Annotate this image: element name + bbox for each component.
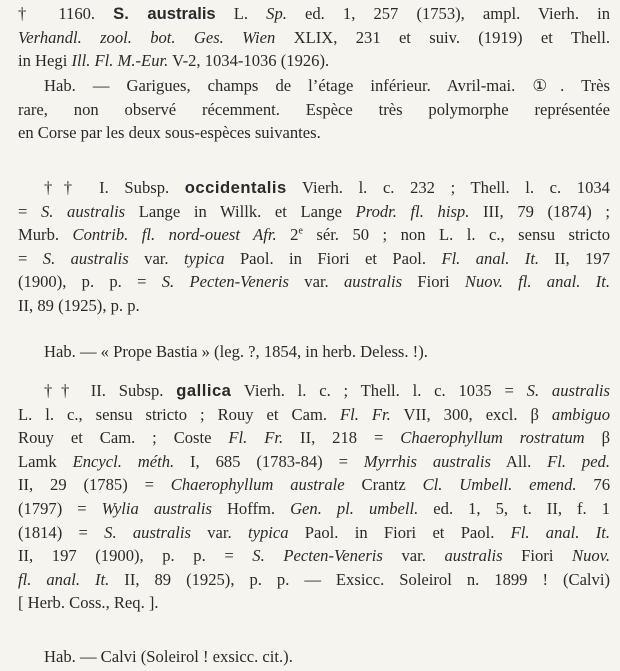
italic-text: Sp.	[266, 4, 287, 23]
text-segment: †† I. Subsp.	[44, 178, 185, 197]
italic-text: S. Pecten-Veneris	[161, 272, 289, 292]
text-segment: L.	[215, 4, 267, 23]
text-segment: VII, 300, excl. β	[390, 404, 552, 424]
text-segment: sér. 50 ; non L. l. c., sensu stricto	[302, 225, 611, 245]
italic-text: Contrib. fl. nord-ouest Afr.	[72, 225, 277, 245]
text-line	[18, 121, 610, 145]
text-line	[18, 473, 610, 497]
italic-text: Ill. Fl. M.-Eur.	[71, 51, 169, 71]
text-segment: var.	[382, 546, 445, 566]
italic-text: Cl. Umbell. emend.	[422, 475, 577, 495]
text-line	[18, 98, 610, 122]
text-segment: var.	[289, 272, 344, 292]
text-line	[18, 568, 610, 592]
italic-text: Fl. Fr.	[340, 404, 391, 424]
italic-text: Fl. Fr.	[228, 428, 284, 448]
bold-text: S. australis	[113, 4, 216, 23]
text-segment: rare, non observé récemment. Espèce très polymorphe représentée	[18, 99, 610, 119]
text-line	[18, 2, 610, 26]
text-line	[18, 176, 610, 200]
text-segment: II, 197 (1900), p. p. =	[18, 546, 253, 566]
text-segment: var.	[128, 248, 184, 268]
text-line	[18, 379, 610, 403]
text-segment: V-2, 1034-1036 (1926).	[168, 51, 330, 71]
text-segment: =	[18, 201, 41, 221]
text-segment: e	[298, 225, 303, 237]
text-segment: III, 79 (1874) ;	[469, 201, 610, 221]
text-segment: II, 89 (1925), p. p.	[18, 295, 140, 315]
text-segment: Crantz	[344, 475, 423, 495]
text-segment: Fiori	[502, 546, 573, 566]
text-segment: II, 89 (1925), p. p. — Exsicc. Soleirol n. 1899 ! (Calvi)	[109, 569, 610, 589]
bold-text: occidentalis	[184, 178, 287, 197]
italic-text: Nuov.	[572, 546, 610, 566]
text-line	[18, 294, 610, 318]
text-line	[18, 450, 610, 474]
subsp-occidentalis-habitat	[18, 340, 610, 364]
text-segment: Murb.	[18, 225, 73, 245]
bold-text: gallica	[176, 381, 232, 400]
text-segment: Hoffm.	[211, 498, 291, 518]
text-line	[18, 223, 610, 247]
text-segment: Fiori	[402, 272, 465, 292]
text-line	[18, 591, 610, 615]
italic-text: australis	[444, 546, 503, 566]
italic-text: S. australis	[104, 522, 191, 542]
text-line	[18, 340, 610, 364]
text-line	[18, 26, 610, 50]
italic-text: S. australis	[526, 381, 610, 400]
text-segment: Lamk	[18, 451, 73, 471]
text-line	[18, 247, 610, 271]
italic-text: S. australis	[40, 201, 126, 221]
text-segment: Rouy et Cam. ; Coste	[18, 428, 229, 448]
text-line	[18, 497, 610, 521]
text-segment: 76	[576, 475, 611, 495]
text-segment: =	[18, 248, 43, 268]
italic-text: typica	[247, 522, 289, 542]
italic-text: Prodr. fl. hisp.	[355, 201, 470, 221]
italic-text: Fl. anal. It.	[441, 248, 540, 268]
text-segment: ed. 1, 5, t. II, f. 1	[418, 498, 610, 518]
italic-text: Nuov. fl. anal. It.	[464, 272, 610, 292]
text-segment: I, 685 (1783-84) =	[174, 451, 364, 471]
italic-text: S. Pecten-Veneris	[252, 546, 383, 566]
text-segment: Vierh. l. c. ; Thell. l. c. 1035 =	[231, 381, 527, 400]
italic-text: australis	[343, 272, 403, 292]
italic-text: typica	[183, 248, 225, 268]
subsp-gallica-habitat	[18, 645, 610, 669]
text-line	[18, 49, 610, 73]
entry-1160-citation	[18, 2, 610, 73]
text-segment: II, 218 =	[283, 428, 401, 448]
text-segment: ed. 1, 257 (1753), ampl. Vierh. in	[286, 4, 610, 23]
text-segment: II, 197	[539, 248, 611, 268]
italic-text: Gen. pl. umbell.	[290, 498, 419, 518]
italic-text: Fl. ped.	[547, 451, 610, 471]
text-line	[18, 200, 610, 224]
italic-text: Chaerophyllum rostratum	[400, 428, 585, 448]
text-segment: β	[584, 428, 611, 448]
text-segment: II, 29 (1785) =	[18, 475, 171, 495]
italic-text: Verhandl. zool. bot. Ges. Wien	[18, 27, 276, 47]
text-segment: Lange in Willk. et Lange	[125, 201, 356, 221]
text-segment: L. l. c., sensu stricto ; Rouy et Cam.	[18, 404, 340, 424]
text-segment: Paol. in Fiori et Paol.	[224, 248, 442, 268]
text-segment: All.	[490, 451, 548, 471]
italic-text: Fl. anal. It.	[510, 522, 611, 542]
italic-text: Chaerophyllum australe	[170, 475, 345, 495]
italic-text: Wylia australis	[101, 498, 212, 518]
text-line	[18, 270, 610, 294]
text-line	[18, 403, 610, 427]
text-segment: (1900), p. p. =	[18, 272, 162, 292]
entry-1160-habitat	[18, 74, 610, 145]
italic-text: Myrrhis australis	[363, 451, 491, 471]
text-line	[18, 645, 610, 669]
text-line	[18, 521, 610, 545]
italic-text: ambiguo	[551, 404, 610, 424]
italic-text: S. australis	[42, 248, 129, 268]
italic-text: fl. anal. It.	[18, 569, 110, 589]
text-segment: (1797) =	[18, 498, 102, 518]
text-line	[18, 426, 610, 450]
text-segment: Vierh. l. c. 232 ; Thell. l. c. 1034	[286, 178, 610, 197]
text-segment: (1814) =	[18, 522, 105, 542]
text-segment: en Corse par les deux sous-espèces suivantes.	[18, 123, 321, 143]
text-line	[18, 74, 610, 98]
text-segment: in Hegi	[18, 51, 72, 71]
text-line	[18, 544, 610, 568]
text-segment: 2	[276, 225, 299, 245]
text-segment: † 1160.	[18, 4, 114, 23]
text-segment: Hab. — Calvi (Soleirol ! exsicc. cit.).	[44, 647, 293, 666]
text-segment: Hab. — « Prope Bastia » (leg. ?, 1854, in herb. Deless. !).	[44, 342, 428, 361]
text-segment: †† II. Subsp.	[44, 381, 177, 400]
subsp-occidentalis-citation	[18, 176, 610, 318]
text-segment: XLIX, 231 et suiv. (1919) et Thell.	[275, 27, 610, 47]
italic-text: Encycl. méth.	[72, 451, 175, 471]
subsp-gallica-citation	[18, 379, 610, 615]
text-segment: Hab. — Garigues, champs de l’étage inférieur. Avril-mai. ①. Très	[44, 76, 610, 95]
text-segment: [ Herb. Coss., Req. ].	[18, 593, 159, 613]
text-segment: var.	[190, 522, 248, 542]
text-segment: Paol. in Fiori et Paol.	[288, 522, 511, 542]
